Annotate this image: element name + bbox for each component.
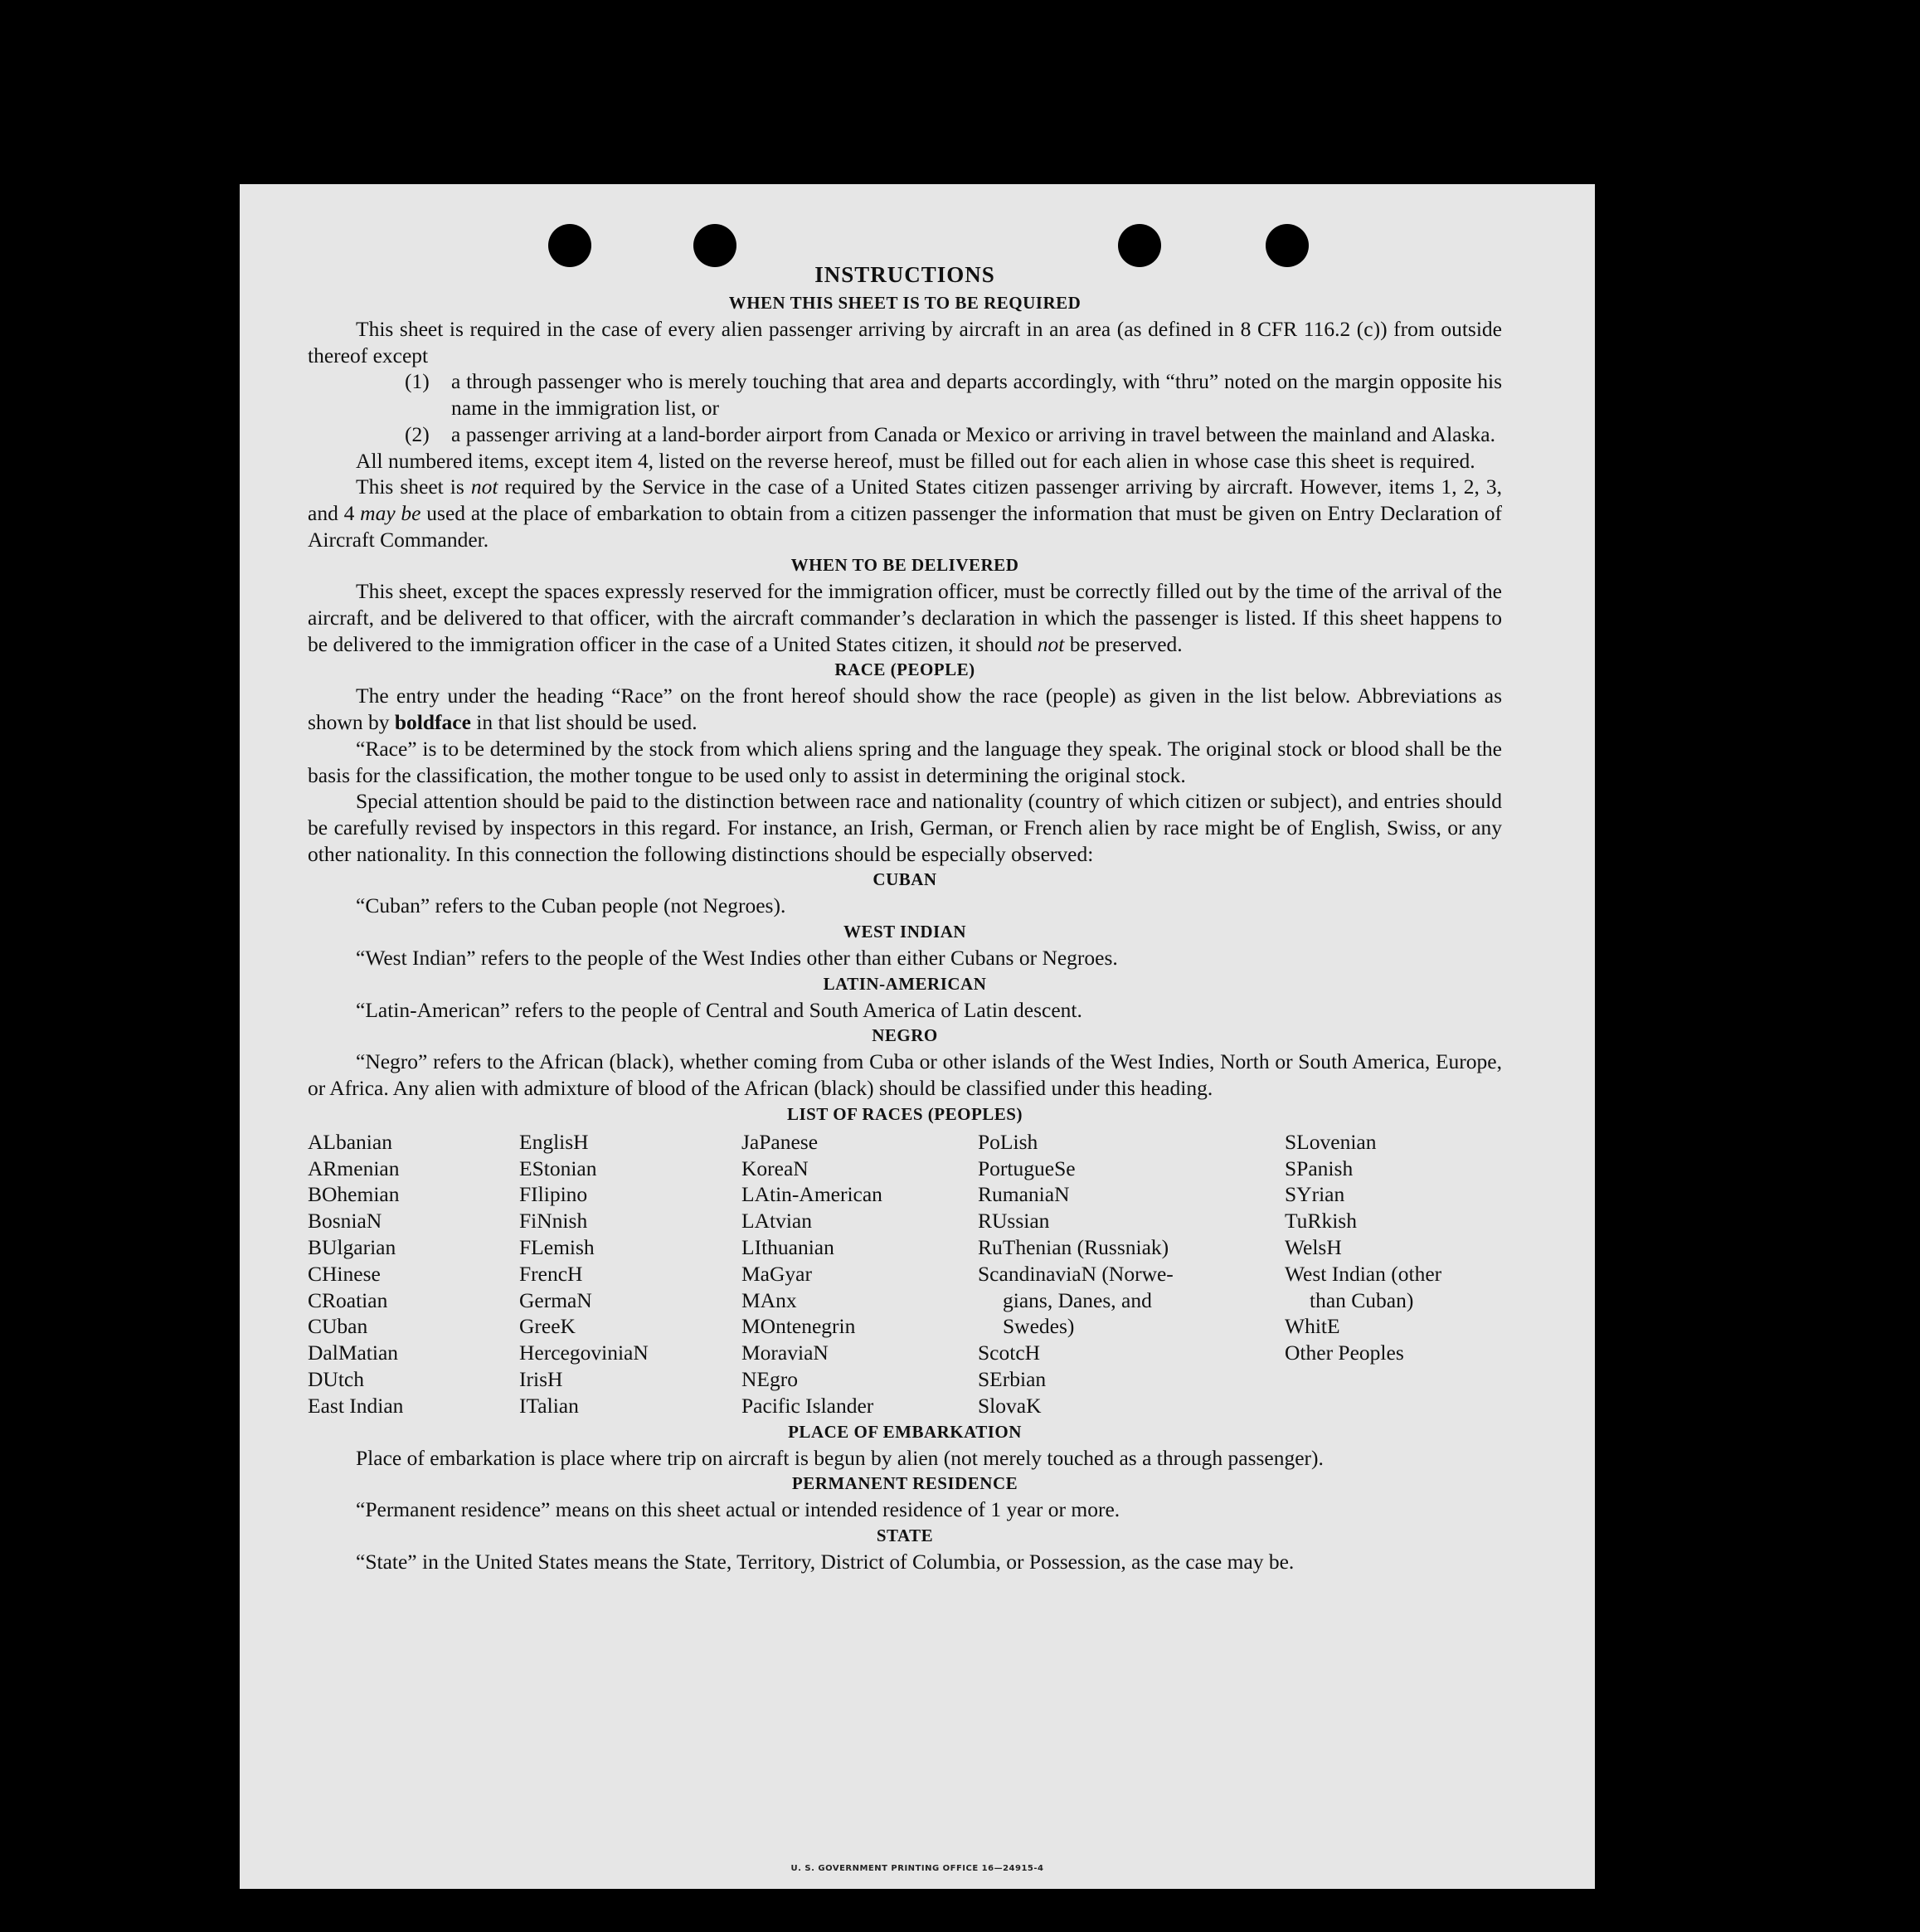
- race-column-4: [978, 1129, 1285, 1419]
- text-run: in that list should be used.: [470, 710, 698, 735]
- exception-number: (1): [405, 369, 430, 394]
- text-run: This sheet, except the spaces expressly reserved for the immigration officer, must be correctly filled out by the time of the arrival of the aircraft, and be delivered to that officer, with the aircraft commander’s declaration in which the passenger is listed. If this sheet happens to be delivered to the immigration officer in the case of a United States citizen, it should: [308, 579, 1502, 656]
- race-item: FLemish: [519, 1235, 595, 1260]
- race-item: SErbian: [978, 1367, 1047, 1392]
- race-item: LAtvian: [741, 1209, 812, 1234]
- para-when-delivered: [308, 578, 1502, 657]
- race-item: Pacific Islander: [741, 1393, 874, 1418]
- race-item: CUban: [308, 1314, 368, 1339]
- para-numbered-items: All numbered items, except item 4, listed on the reverse hereof, must be filled out for each alien in whose case this sheet is required.: [356, 448, 1475, 473]
- page-title: INSTRUCTIONS: [814, 262, 995, 287]
- heading-west-indian: WEST INDIAN: [843, 922, 967, 942]
- race-item: HercegoviniaN: [519, 1341, 649, 1365]
- race-item: SPanish: [1285, 1156, 1354, 1180]
- race-item: RumaniaN: [978, 1182, 1070, 1207]
- para-race-entry: [308, 683, 1502, 735]
- para-west-indian: “West Indian” refers to the people of the West Indies other than either Cubans or Negroes.: [356, 946, 1118, 971]
- emphasis: not: [470, 474, 498, 499]
- race-item: West Indian (other: [1285, 1261, 1442, 1286]
- race-item: FrencH: [519, 1261, 583, 1286]
- race-item: GreeK: [519, 1314, 576, 1339]
- exception-item-1: [308, 368, 1502, 421]
- para-race-stock: “Race” is to be determined by the stock from which aliens spring and the language they speak. The original stock or blood shall be the basis for the classification, the mother tongue to be used only to assist in determining the original stock.: [308, 736, 1502, 787]
- emphasis: may be: [360, 500, 421, 525]
- para-state: “State” in the United States means the State, Territory, District of Columbia, or Possession, as the case may be.: [356, 1550, 1295, 1574]
- emphasis: not: [1037, 631, 1065, 656]
- race-item: SlovaK: [978, 1393, 1042, 1418]
- text-run: used at the place of embarkation to obtain from a citizen passenger the information that must be given on Entry Declaration of Aircraft Commander.: [308, 500, 1502, 552]
- race-item: WelsH: [1285, 1235, 1342, 1260]
- race-item: WhitE: [1285, 1314, 1340, 1339]
- race-item: LAtin-American: [741, 1182, 882, 1207]
- race-item: BOhemian: [308, 1182, 400, 1207]
- race-item: CRoatian: [308, 1287, 388, 1312]
- instruction-sheet: [240, 184, 1595, 1889]
- heading-negro: NEGRO: [872, 1025, 938, 1046]
- race-item: EnglisH: [519, 1129, 589, 1154]
- heading-race: RACE (PEOPLE): [834, 659, 975, 680]
- heading-embarkation: PLACE OF EMBARKATION: [788, 1421, 1022, 1442]
- race-item: DalMatian: [308, 1341, 399, 1365]
- race-item: NEgro: [741, 1367, 798, 1392]
- race-item: BUlgarian: [308, 1235, 396, 1260]
- text-run: be preserved.: [1064, 631, 1183, 656]
- race-item: EStonian: [519, 1156, 597, 1180]
- race-item: ScotcH: [978, 1341, 1041, 1365]
- race-item: SYrian: [1285, 1182, 1345, 1207]
- race-item: FiNnish: [519, 1209, 588, 1234]
- race-item: PortugueSe: [978, 1156, 1076, 1180]
- printer-imprint: U. S. GOVERNMENT PRINTING OFFICE 16—24915-4: [790, 1864, 1044, 1873]
- race-column-3: [741, 1129, 978, 1419]
- heading-state: STATE: [876, 1526, 934, 1546]
- race-item: ITalian: [519, 1393, 579, 1418]
- para-latin-american: “Latin-American” refers to the people of Central and South America of Latin descent.: [356, 997, 1082, 1022]
- bold-term: boldface: [394, 710, 471, 735]
- text-run: This sheet is: [356, 474, 471, 499]
- heading-permanent-residence: PERMANENT RESIDENCE: [791, 1473, 1018, 1494]
- para-negro: “Negro” refers to the African (black), whether coming from Cuba or other islands of the West Indies, North or South America, Europe, or Africa. Any alien with admixture of blood of the African (black) should be classified under this heading.: [308, 1049, 1502, 1101]
- race-item: KoreaN: [741, 1156, 809, 1180]
- race-item: CHinese: [308, 1261, 381, 1286]
- race-item: MAnx: [741, 1287, 797, 1312]
- race-item: TuRkish: [1285, 1209, 1357, 1234]
- heading-latin-american: LATIN-AMERICAN: [823, 973, 987, 994]
- race-item: FIlipino: [519, 1182, 588, 1207]
- text-run: required by the Service in the case of a United States citizen passenger arriving by aircraft. However, items 1, 2, 3, and 4: [308, 474, 1502, 525]
- race-item: SLovenian: [1285, 1129, 1377, 1154]
- instructions-content: [308, 259, 1502, 1575]
- exception-text: a passenger arriving at a land-border airport from Canada or Mexico or arriving in travel between the mainland and Alaska.: [451, 421, 1495, 446]
- text-run: The entry under the heading “Race” on the front hereof should show the race (people) as given in the list below. Abbreviations as shown by: [308, 684, 1502, 735]
- para-citizen: [308, 474, 1502, 552]
- race-item: GermaN: [519, 1287, 592, 1312]
- para-race-nationality: Special attention should be paid to the distinction between race and nationality (country of which citizen or subject), and entries should be carefully revised by inspectors in this regard. For instance, an Irish, German, or French alien by race might be of English, Swiss, or any other nationality. In this connection the following distinctions should be especially observed:: [308, 789, 1502, 866]
- exception-number: (2): [405, 421, 430, 446]
- heading-when-required: WHEN THIS SHEET IS TO BE REQUIRED: [728, 293, 1082, 313]
- heading-when-delivered: WHEN TO BE DELIVERED: [790, 555, 1019, 576]
- para-when-required: This sheet is required in the case of every alien passenger arriving by aircraft in an area (as defined in 8 CFR 116.2 (c)) from outside thereof except: [308, 317, 1502, 367]
- race-item: ALbanian: [308, 1129, 392, 1154]
- race-column-5: [1285, 1129, 1502, 1419]
- race-column-2: [519, 1129, 741, 1419]
- race-item: MaGyar: [741, 1261, 812, 1286]
- race-item: RuThenian (Russniak): [978, 1235, 1169, 1260]
- race-item: MOntenegrin: [741, 1314, 856, 1339]
- race-item: BosniaN: [308, 1209, 382, 1234]
- race-item: Other Peoples: [1285, 1341, 1404, 1365]
- race-item: PoLish: [978, 1129, 1038, 1154]
- para-permanent-residence: “Permanent residence” means on this sheet actual or intended residence of 1 year or more.: [356, 1497, 1120, 1522]
- race-column-1: [308, 1129, 519, 1419]
- race-item: DUtch: [308, 1367, 364, 1392]
- race-item: than Cuban): [1310, 1287, 1414, 1312]
- race-item: LIthuanian: [741, 1235, 834, 1260]
- para-embarkation: Place of embarkation is place where trip on aircraft is begun by alien (not merely touched as a through passenger).: [356, 1445, 1324, 1470]
- race-item: gians, Danes, and: [1003, 1287, 1152, 1312]
- race-list: [308, 1129, 1502, 1419]
- race-item: RUssian: [978, 1209, 1050, 1234]
- exception-item-2: [308, 421, 1502, 448]
- race-item: JaPanese: [741, 1129, 819, 1154]
- race-item: MoraviaN: [741, 1341, 829, 1365]
- exception-text: a through passenger who is merely touching that area and departs accordingly, with “thru” noted on the margin opposite his name in the immigration list, or: [451, 369, 1502, 421]
- heading-cuban: CUBAN: [873, 869, 937, 890]
- para-cuban: “Cuban” refers to the Cuban people (not Negroes).: [356, 893, 786, 918]
- race-item: ARmenian: [308, 1156, 400, 1180]
- race-item: East Indian: [308, 1393, 404, 1418]
- race-item: IrisH: [519, 1367, 563, 1392]
- heading-list-of-races: LIST OF RACES (PEOPLES): [787, 1103, 1023, 1124]
- race-item: ScandinaviaN (Norwe-: [978, 1261, 1174, 1286]
- race-item: Swedes): [1003, 1314, 1075, 1339]
